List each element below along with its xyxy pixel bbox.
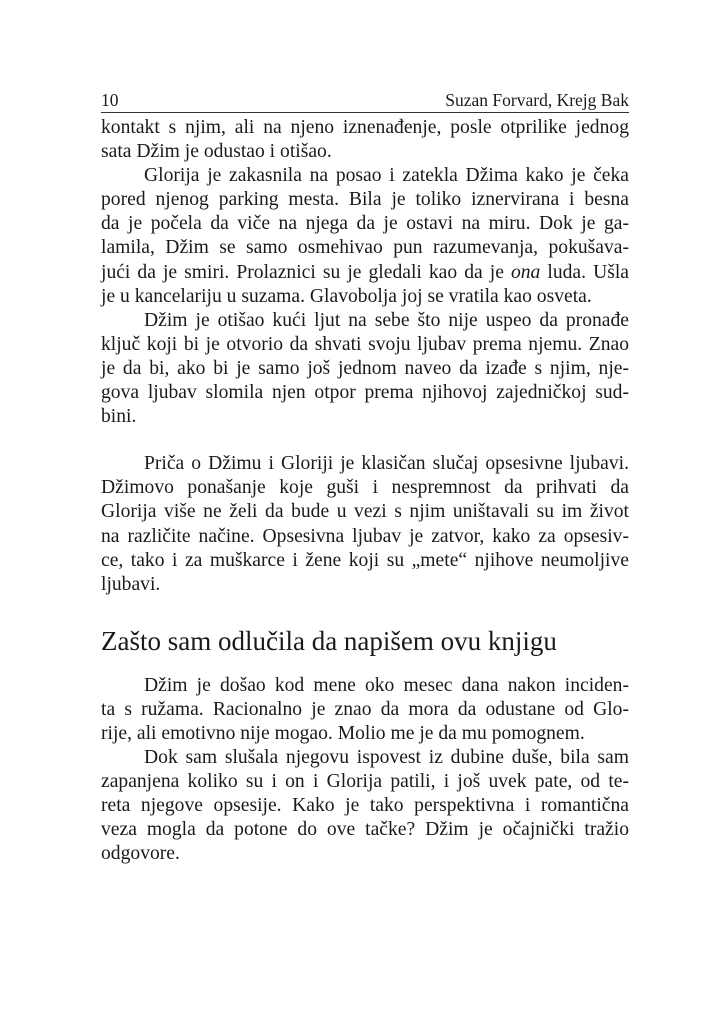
emphasis-text: ona xyxy=(510,261,541,283)
text-line: je da bi, ako bi je samo još jednom naveo da izađe s njim, nje- xyxy=(101,357,629,379)
paragraph xyxy=(101,674,629,746)
page-number: 10 xyxy=(101,90,119,110)
text-line: odgovore. xyxy=(101,843,180,865)
text-line: ta s ružama. Racionalno je znao da mora da odustane od Glo- xyxy=(101,698,629,720)
text-line: gova ljubav slomila njen otpor prema njihovoj zajedničkoj sud- xyxy=(101,382,629,404)
book-page xyxy=(101,90,629,867)
section-heading: Zašto sam odlučila da napišem ovu knjigu xyxy=(101,625,557,656)
text-segment: luda. Ušla xyxy=(540,261,629,283)
text-line: ključ koji bi je otvorio da shvati svoju ljubav prema njemu. Znao xyxy=(101,333,629,355)
text-line: veza mogla da potone do ove tačke? Džim je očajnički tražio xyxy=(101,819,629,841)
paragraph-spacer xyxy=(101,429,629,452)
paragraph xyxy=(101,164,629,309)
running-header xyxy=(101,90,629,113)
author-names: Suzan Forvard, Krejg Bak xyxy=(445,90,629,110)
paragraph xyxy=(101,309,629,429)
paragraph xyxy=(101,746,629,866)
text-line: Džimovo ponašanje koje guši i nespremnost da prihvati da xyxy=(101,477,629,499)
text-line: ce, tako i za muškarce i žene koji su „mete“ njihove neumoljive xyxy=(101,549,629,571)
text-line: Glorija je zakasnila na posao i zatekla Džima kako je čeka xyxy=(144,165,629,187)
text-line: sata Džim je odustao i otišao. xyxy=(101,141,332,163)
text-line: na različite načine. Opsesivna ljubav je zatvor, kako za opsesiv- xyxy=(101,525,629,547)
text-line: Priča o Džimu i Gloriji je klasičan slučaj opsesivne ljubavi. xyxy=(144,453,629,475)
text-line: ljubavi. xyxy=(101,573,161,595)
text-line: lamila, Džim se samo osmehivao pun razumevanja, pokušava- xyxy=(101,237,629,259)
text-line xyxy=(101,261,629,285)
text-line: rije, ali emotivno nije mogao. Molio me je da mu pomognem. xyxy=(101,722,585,744)
text-line: da je počela da viče na njega da je ostavi na miru. Dok je ga- xyxy=(101,213,629,235)
text-line: Dok sam slušala njegovu ispovest iz dubine duše, bila sam xyxy=(144,747,629,769)
text-line: Džim je otišao kući ljut na sebe što nije uspeo da pronađe xyxy=(144,309,629,331)
text-line: pored njenog parking mesta. Bila je toliko iznervirana i besna xyxy=(101,189,629,211)
paragraph xyxy=(101,116,629,164)
text-line: Džim je došao kod mene oko mesec dana nakon inciden- xyxy=(144,674,629,696)
body-text xyxy=(101,116,629,867)
paragraph xyxy=(101,452,629,597)
text-line: reta njegove opsesije. Kako je tako perspektivna i romantična xyxy=(101,795,629,817)
text-line: bini. xyxy=(101,406,137,428)
text-line: kontakt s njim, ali na njeno iznenađenje, posle otprilike jednog xyxy=(101,117,629,138)
text-segment: jući da je smiri. Prolaznici su je gledali kao da je xyxy=(101,261,511,283)
text-line: je u kancelariju u suzama. Glavobolja joj se vratila kao osveta. xyxy=(101,285,592,307)
text-line: Glorija više ne želi da bude u vezi s njim uništavali su im život xyxy=(101,501,629,523)
text-line: zapanjena koliko su i on i Glorija patili, i još uvek pate, od te- xyxy=(101,771,629,793)
